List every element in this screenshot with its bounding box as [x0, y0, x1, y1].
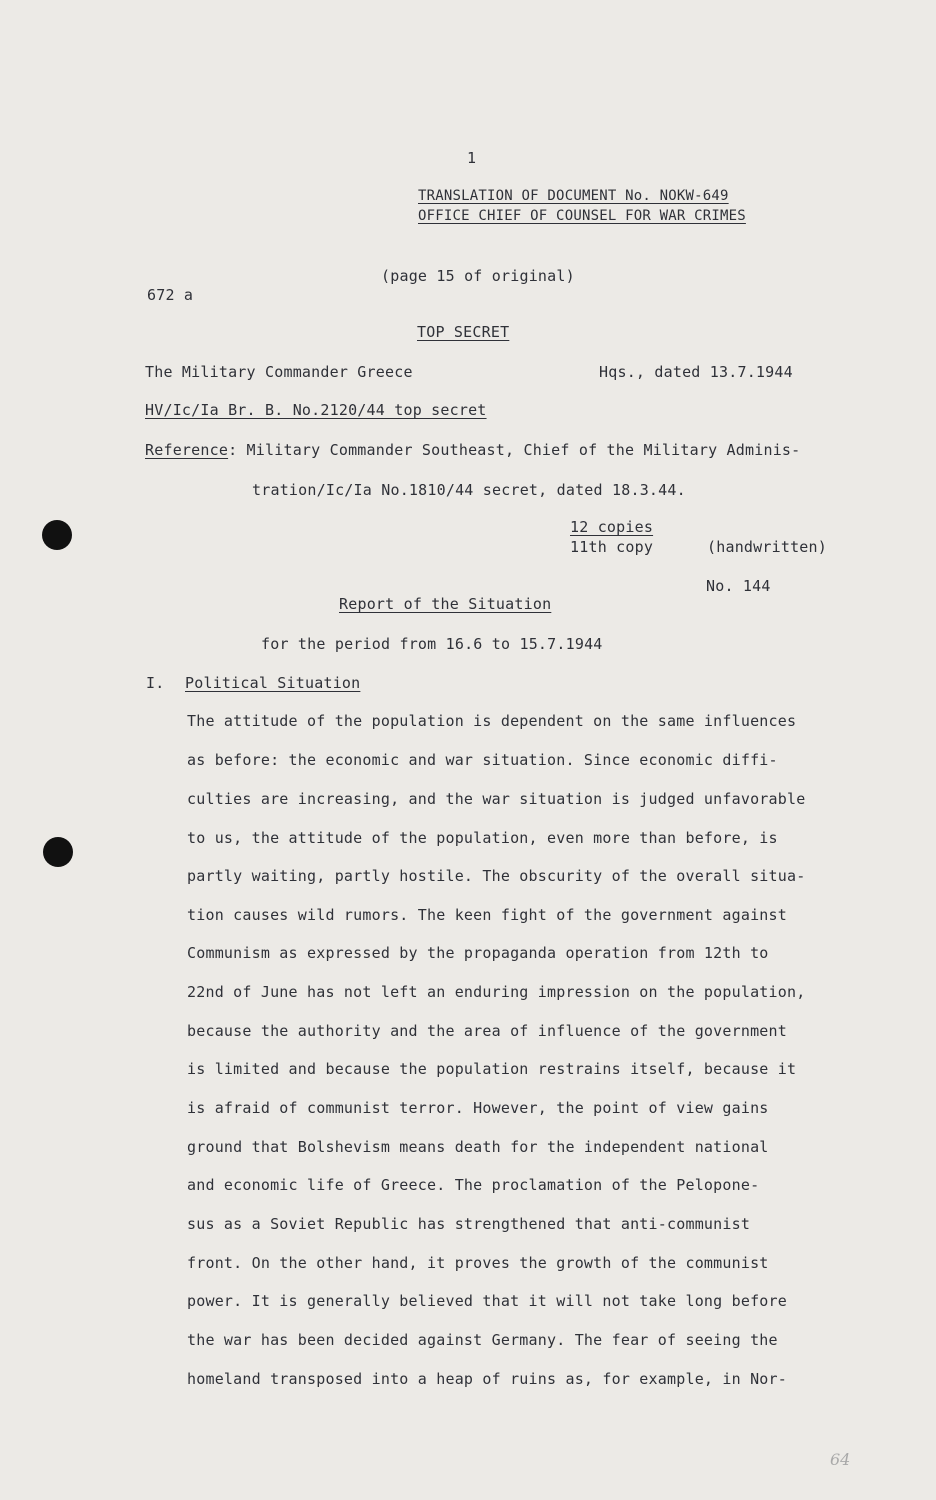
- body-line: the war has been decided against Germany. The fear of seeing the: [187, 1331, 778, 1349]
- report-title: Report of the Situation: [339, 595, 552, 613]
- body-line: culties are increasing, and the war situation is judged unfavorable: [187, 790, 806, 808]
- handwritten-note: (handwritten): [707, 538, 827, 556]
- body-line: tion causes wild rumors. The keen fight of the government against: [187, 906, 787, 924]
- body-line: as before: the economic and war situation. Since economic diffi-: [187, 751, 778, 769]
- body-line: ground that Bolshevism means death for the independent national: [187, 1138, 769, 1156]
- archive-stamp: 64: [830, 1450, 851, 1469]
- sender: The Military Commander Greece: [145, 363, 413, 381]
- file-reference: HV/Ic/Ia Br. B. No.2120/44 top secret: [145, 401, 487, 419]
- body-line: front. On the other hand, it proves the growth of the communist: [187, 1254, 769, 1272]
- body-line: because the authority and the area of influence of the government: [187, 1022, 787, 1040]
- section-number: I.: [146, 674, 165, 692]
- body-line: 22nd of June has not left an enduring impression on the population,: [187, 983, 806, 1001]
- body-line: to us, the attitude of the population, even more than before, is: [187, 829, 778, 847]
- classification: TOP SECRET: [417, 323, 510, 341]
- body-line: homeland transposed into a heap of ruins as, for example, in Nor-: [187, 1370, 787, 1388]
- hq-date: Hqs., dated 13.7.1944: [599, 363, 793, 381]
- header-office: OFFICE CHIEF OF COUNSEL FOR WAR CRIMES: [418, 208, 746, 224]
- page-reference: (page 15 of original): [381, 267, 575, 285]
- section-title: Political Situation: [185, 674, 361, 692]
- body-line: power. It is generally believed that it will not take long before: [187, 1292, 787, 1310]
- serial-number: No. 144: [706, 577, 771, 595]
- body-line: is afraid of communist terror. However, the point of view gains: [187, 1099, 769, 1117]
- copy-number: 11th copy: [570, 538, 654, 556]
- reference-text: : Military Commander Southeast, Chief of the Military Adminis-: [228, 441, 801, 459]
- punch-hole-bottom: [43, 837, 73, 867]
- reference-line-2: tration/Ic/Ia No.1810/44 secret, dated 18.3.44.: [252, 481, 686, 499]
- body-line: The attitude of the population is dependent on the same influences: [187, 712, 797, 730]
- page-number: 1: [467, 149, 477, 167]
- body-line: Communism as expressed by the propaganda operation from 12th to: [187, 944, 769, 962]
- reference-label: Reference: [145, 441, 229, 459]
- body-line: partly waiting, partly hostile. The obscurity of the overall situa-: [187, 867, 806, 885]
- header-translation: TRANSLATION OF DOCUMENT No. NOKW-649: [418, 188, 729, 204]
- body-line: is limited and because the population restrains itself, because it: [187, 1060, 797, 1078]
- punch-hole-top: [42, 520, 72, 550]
- body-line: sus as a Soviet Republic has strengthened that anti-communist: [187, 1215, 751, 1233]
- reference-line-1: [145, 440, 800, 460]
- document-number: 672 a: [147, 286, 194, 304]
- copies-total: 12 copies: [570, 518, 654, 536]
- body-line: and economic life of Greece. The proclamation of the Pelopone-: [187, 1176, 760, 1194]
- report-period: for the period from 16.6 to 15.7.1944: [261, 635, 603, 653]
